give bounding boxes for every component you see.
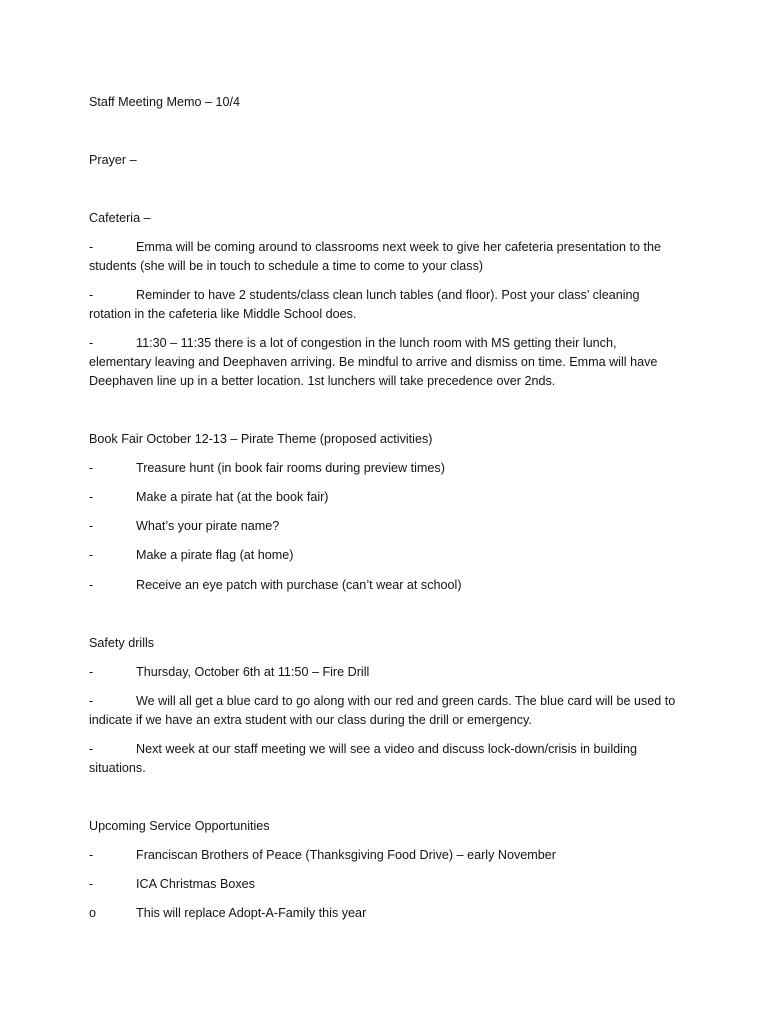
list-item-text: What’s your pirate name? [136,519,280,533]
list-item [89,546,679,565]
list-item-text: Thursday, October 6th at 11:50 – Fire Drill [136,665,370,679]
list-item [89,904,679,923]
list-item-text: Make a pirate flag (at home) [136,548,294,562]
list-item [89,488,679,507]
memo-title: Staff Meeting Memo – 10/4 [89,95,240,109]
list-bullet: - [89,665,94,679]
list-item [89,576,679,595]
list-bullet: - [89,461,94,475]
section-heading-prayer: Prayer – [89,153,137,167]
list-item [89,663,679,682]
section-heading-safety-drills: Safety drills [89,636,155,650]
list-item-text: Franciscan Brothers of Peace (Thanksgiving Food Drive) – early November [136,848,556,862]
list-item [89,517,679,536]
list-item [89,692,679,730]
list-item-text: We will all get a blue card to go along with our red and green cards. The blue card will be used to indicate if we have an extra student with our class during the drill or emergency. [89,694,676,727]
list-item [89,286,679,324]
list-bullet: - [89,877,94,891]
list-item [89,238,679,276]
list-item-text: ICA Christmas Boxes [136,877,255,891]
list-item-text: Next week at our staff meeting we will see a video and discuss lock-down/crisis in building situations. [89,742,637,775]
list-item [89,459,679,478]
list-item-text: Treasure hunt (in book fair rooms during preview times) [136,461,445,475]
list-item-text: Reminder to have 2 students/class clean lunch tables (and floor). Post your class’ cleaning rotation in the cafeteria like Middle School does. [89,288,640,321]
list-item-text: Emma will be coming around to classrooms next week to give her cafeteria presentation to the students (she will be in touch to schedule a time to come to your class) [89,240,662,273]
list-bullet: - [89,288,94,302]
list-item [89,875,679,894]
list-item-text: 11:30 – 11:35 there is a lot of congestion in the lunch room with MS getting their lunch, elementary leaving and Deephaven arriving. Be mindful to arrive and dismiss on time. Emma will have Deephaven line up in a better location. 1st lunchers will take precedence over 2nds. [89,336,658,388]
list-bullet: - [89,694,94,708]
list-bullet: - [89,519,94,533]
list-bullet: o [89,906,97,920]
section-heading-book-fair: Book Fair October 12-13 – Pirate Theme (proposed activities) [89,432,433,446]
list-bullet: - [89,848,94,862]
list-bullet: - [89,548,94,562]
section-heading-cafeteria: Cafeteria – [89,211,151,225]
list-item-text: This will replace Adopt-A-Family this year [136,906,367,920]
section-heading-service-opportunities: Upcoming Service Opportunities [89,819,270,833]
list-bullet: - [89,742,94,756]
list-bullet: - [89,490,94,504]
list-bullet: - [89,240,94,254]
list-bullet: - [89,578,94,592]
list-item [89,740,679,778]
list-item [89,846,679,865]
list-item [89,334,679,391]
list-bullet: - [89,336,94,350]
list-item-text: Receive an eye patch with purchase (can’t wear at school) [136,578,462,592]
list-item-text: Make a pirate hat (at the book fair) [136,490,329,504]
